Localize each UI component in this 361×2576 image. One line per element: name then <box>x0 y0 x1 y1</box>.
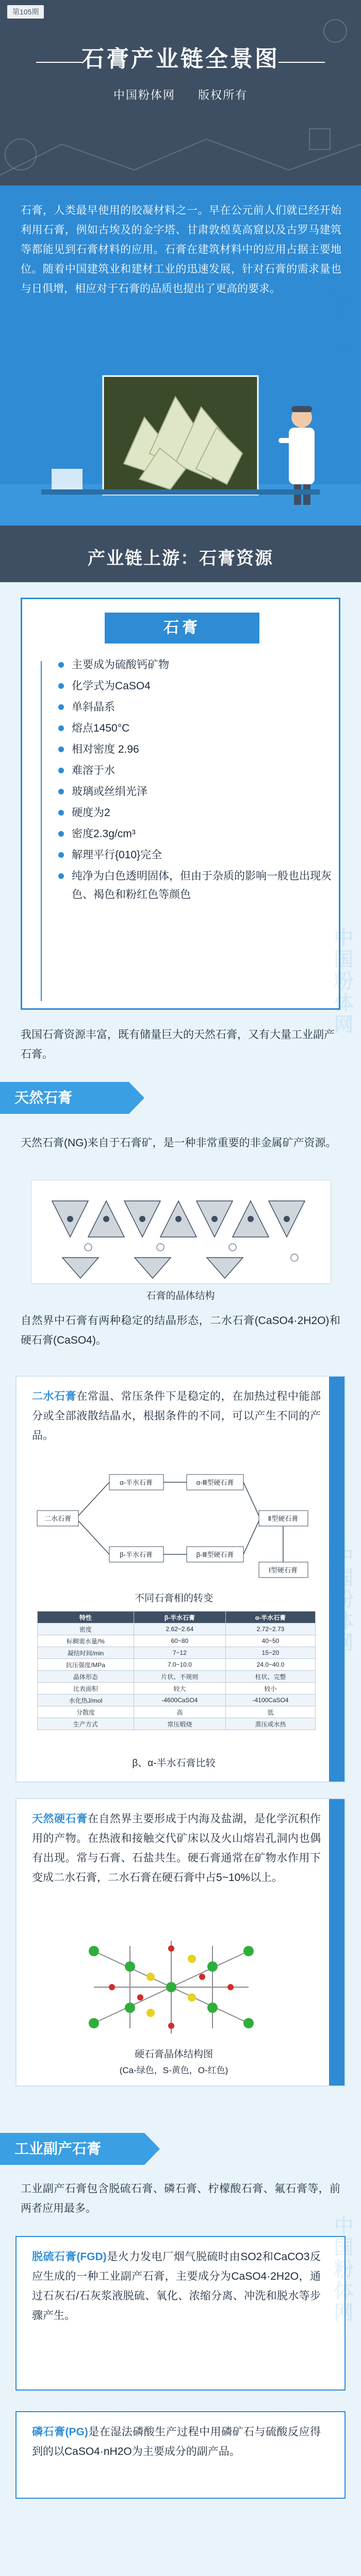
pg-description: 是在湿法磷酸生产过程中用磷矿石与硫酸反应得到的以CaSO4·nH2O为主要成分的副产品。 <box>32 2426 321 2458</box>
desk <box>41 489 320 495</box>
anhydrite-figure-legend: (Ca-绿色，S-黄色，O-红色) <box>119 2065 228 2075</box>
pg-text <box>32 2422 321 2462</box>
resource-summary-text: 我国石膏资源丰富，既有储量巨大的天然石膏，又有大量工业副产石膏。 <box>21 1029 335 1060</box>
watermark: 中国粉体网 <box>331 2215 352 2324</box>
table-cell: -4100CaSO4 <box>226 1694 316 1706</box>
property-item: 纯净为白色透明固体，但由于杂质的影响一般也出现灰色、褐色和粉红色等颜色 <box>58 867 332 904</box>
crystal-structure-figure <box>31 1180 331 1284</box>
table-cell: 40~50 <box>226 1635 316 1647</box>
phase-transition-diagram <box>32 1459 326 1583</box>
phase-node-ii: Ⅱ型硬石膏 <box>268 1515 299 1522</box>
table-cell: 分散度 <box>38 1706 134 1718</box>
gypsum-properties-card <box>21 598 340 1010</box>
comparison-table <box>37 1611 316 1730</box>
table-cell: 低 <box>226 1706 316 1718</box>
natural-intro-text: 天然石膏(NG)来自于石膏矿，是一种非常重要的非金属矿产资源。 <box>21 1137 337 1149</box>
table-cell: 24.0~40.0 <box>226 1659 316 1671</box>
page-title: 石膏产业链全景图 <box>81 46 280 72</box>
fgd-description: 是火力发电厂烟气脱硫时由SO2和CaCO3反应生成的一种工业副产石膏，主要成分为CaSO4·2H2O，通过石灰石/石灰浆液脱硫、氧化、浓缩分离、冲洗和脱水等步骤产生。 <box>32 2251 321 2321</box>
anhydrite-figure-caption: 硬石膏晶体结构图 <box>134 2049 213 2060</box>
intro-text: 石膏，人类最早使用的胶凝材料之一。早在公元前人们就已经开始利用石膏，例如古埃及的金字塔、甘肃敦煌莫高窟以及古罗马建筑等都能见到石膏材料的应用。石膏在建筑材料中的应用占据主要地位。随着中国建筑业和建材工业的迅速发展，针对石膏的需求量也与日俱增，相应对于石膏的品质也提出了更高的要求。 <box>21 205 341 295</box>
table-row <box>38 1635 316 1647</box>
table-cell: 晶体形态 <box>38 1671 134 1683</box>
table-cell: 较小 <box>226 1683 316 1694</box>
table-cell: 2.72~2.73 <box>226 1623 316 1635</box>
table-row <box>38 1706 316 1718</box>
property-item: 硬度为2 <box>58 804 332 822</box>
table-cell: 高 <box>134 1706 225 1718</box>
property-item: 相对密度 2.96 <box>58 740 332 759</box>
properties-side-line <box>34 661 49 1001</box>
phase-node-beta3: β-Ⅲ型硬石膏 <box>196 1551 234 1558</box>
industrial-gypsum-tab-label: 工业副产石膏 <box>14 2141 102 2157</box>
table-header-row <box>38 1612 316 1623</box>
property-item: 难溶于水 <box>58 761 332 780</box>
table-row <box>38 1659 316 1671</box>
property-item: 解理平行{010}完全 <box>58 846 332 865</box>
dihydrate-description: 在常温、常压条件下是稳定的，在加热过程中能部分或全部液散结晶水，根据条件的不同，可以产生不同的产品。 <box>32 1391 321 1442</box>
table-row <box>38 1671 316 1683</box>
table-cell: 水化热J/mol <box>38 1694 134 1706</box>
fgd-gypsum-box <box>15 2236 346 2391</box>
dihydrate-text <box>32 1387 321 1446</box>
property-item: 化学式为CaSO4 <box>58 677 332 696</box>
table-cell: 蒸压或水热 <box>226 1718 316 1730</box>
phase-node-start: 二水石膏 <box>44 1515 72 1522</box>
phase-diagram-caption: 不同石膏相的转变 <box>134 1593 213 1604</box>
crystal-forms-text: 自然界中石膏有两种稳定的结晶形态，二水石膏(CaSO4·2H2O)和硬石膏(CaSO4)。 <box>21 1315 340 1346</box>
intro-section <box>0 185 361 526</box>
table-cell: 密度 <box>38 1623 134 1635</box>
table-cell: 7.0~10.0 <box>134 1659 225 1671</box>
property-item: 密度2.3g/cm³ <box>58 825 332 843</box>
phase-node-beta1: β-半水石膏 <box>120 1551 153 1558</box>
table-header: 特性 <box>38 1612 134 1623</box>
table-row <box>38 1683 316 1694</box>
watermark: 中国粉体网 <box>331 258 352 366</box>
anhydrite-highlight: 天然硬石膏 <box>32 1813 88 1825</box>
lab-illustration <box>0 2514 361 2576</box>
anhydrite-panel <box>15 1798 346 2087</box>
desk-box <box>52 469 83 489</box>
fgd-text <box>32 2247 321 2326</box>
table-cell: 比表面积 <box>38 1683 134 1694</box>
table-cell: 较大 <box>134 1683 225 1694</box>
upstream-banner-title: 产业链上游：石膏资源 <box>88 549 273 568</box>
phase-node-alpha1: α-半水石膏 <box>120 1479 153 1486</box>
watermark: 中国粉体网 <box>331 1546 352 1654</box>
table-cell: -4600CaSO4 <box>134 1694 225 1706</box>
dihydrate-panel <box>15 1376 346 1783</box>
property-item: 熔点1450°C <box>58 719 332 738</box>
watermark: 中国粉体网 <box>331 927 352 1036</box>
anhydrite-crystal-structure <box>84 1936 259 2039</box>
pg-highlight: 磷石膏(PG) <box>32 2426 88 2438</box>
natural-gypsum-tab-label: 天然石膏 <box>14 1090 73 1106</box>
panel-side-strip <box>329 1799 344 2086</box>
phase-node-i: Ⅰ型硬石膏 <box>269 1566 298 1574</box>
phosphogypsum-box <box>15 2411 346 2499</box>
table-cell: 柱状、完整 <box>226 1671 316 1683</box>
issue-badge: 第105期 <box>7 5 44 19</box>
table-cell: 生产方式 <box>38 1718 134 1730</box>
table-header: α-半水石膏 <box>226 1612 316 1623</box>
table-cell: 标稠需水量/% <box>38 1635 134 1647</box>
table-row <box>38 1623 316 1635</box>
intro-illustration <box>21 340 340 505</box>
table-cell: 60~80 <box>134 1635 225 1647</box>
anhydrite-description: 在自然界主要形成于内海及盐湖，是化学沉积作用的产物。在热液和接触交代矿床以及火山熔岩孔洞内也偶有出现。常与石膏、石盐共生。硬石膏通常在矿物水作用下变成二水石膏，二水石膏在硬石膏中占5~10%以上。 <box>32 1813 321 1884</box>
industrial-gypsum-tab <box>0 2133 144 2165</box>
properties-list <box>58 656 332 907</box>
table-cell: 2.62~2.64 <box>134 1623 225 1635</box>
header-decoration <box>0 0 361 185</box>
copyright-label: 版权所有 <box>198 89 248 101</box>
table-cell: 常压煅烧 <box>134 1718 225 1730</box>
anhydrite-text <box>32 1809 321 1888</box>
header <box>0 0 361 185</box>
table-cell: 片状、不规则 <box>134 1671 225 1683</box>
table-cell: 凝结时间/min <box>38 1647 134 1659</box>
table-caption: β、α-半水石膏比较 <box>132 1758 216 1769</box>
natural-gypsum-tab <box>0 1082 129 1114</box>
property-item: 单斜晶系 <box>58 698 332 717</box>
property-item: 主要成为硫酸钙矿物 <box>58 656 332 674</box>
upstream-banner <box>0 526 361 582</box>
dihydrate-highlight: 二水石膏 <box>32 1391 77 1402</box>
fgd-highlight: 脱硫石膏(FGD) <box>32 2251 107 2263</box>
gypsum-crystal-image <box>103 376 258 495</box>
source-label: 中国粉体网 <box>113 89 175 101</box>
industrial-intro-text: 工业副产石膏包含脱硫石膏、磷石膏、柠檬酸石膏、氟石膏等，前两者应用最多。 <box>21 2183 340 2214</box>
properties-card-title: 石膏 <box>105 613 259 643</box>
table-header: β-半水石膏 <box>134 1612 225 1623</box>
phase-node-alpha3: α-Ⅲ型硬石膏 <box>196 1479 234 1486</box>
table-cell: 7~12 <box>134 1647 225 1659</box>
table-row <box>38 1647 316 1659</box>
crystal-structure-diagram <box>31 1180 331 1283</box>
table-row <box>38 1694 316 1706</box>
table-cell: 15~20 <box>226 1647 316 1659</box>
crystal-structure-caption: 石膏的晶体结构 <box>146 1291 215 1301</box>
table-row <box>38 1718 316 1730</box>
table-cell: 抗压强度/MPa <box>38 1659 134 1671</box>
property-item: 玻璃或丝绢光泽 <box>58 783 332 801</box>
